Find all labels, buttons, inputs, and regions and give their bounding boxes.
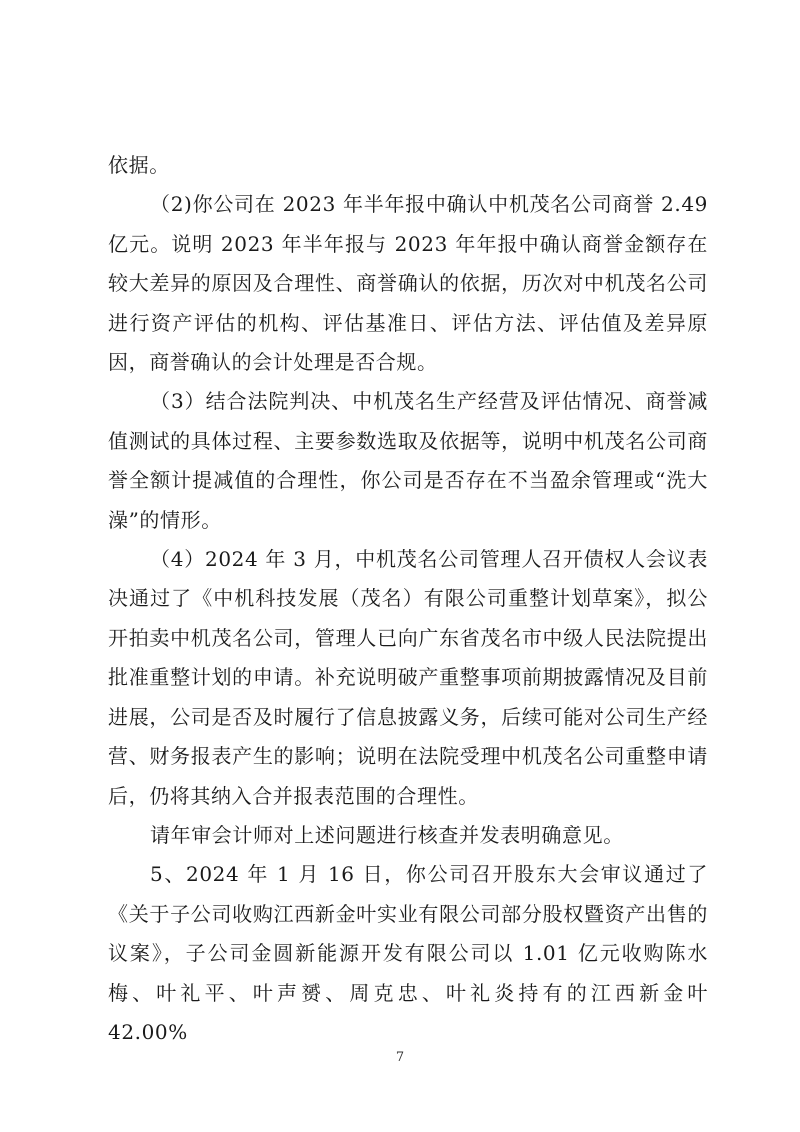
paragraph-item-3: （3）结合法院判决、中机茂名生产经营及评估情况、商誉减值测试的具体过程、主要参数选取及依据等，说明中机茂名公司商誉全额计提减值的合理性，你公司是否存在不当盈余管理或“洗大澡”的情形。 — [108, 389, 708, 532]
paragraph-auditor-request: 请年审会计师对上述问题进行核查并发表明确意见。 — [150, 822, 624, 847]
paragraph-item-2: （2)你公司在 2023 年半年报中确认中机茂名公司商誉 2.49 亿元。说明 2023 年半年报与 2023 年年报中确认商誉金额存在较大差异的原因及合理性、商誉确认的依据，历次对中机茂名公司进行资产评估的机构、评估基准日、评估方法、评估值及差异原因，商誉确认的会计处理是否合规。 — [108, 192, 708, 375]
paragraph-item-4: （4）2024 年 3 月，中机茂名公司管理人召开债权人会议表决通过了《中机科技发展（茂名）有限公司重整计划草案》，拟公开拍卖中机茂名公司，管理人已向广东省茂名市中级人民法院提出批准重整计划的申请。补充说明破产重整事项前期披露情况及目前进展，公司是否及时履行了信息披露义务，后续可能对公司生产经营、财务报表产生的影响；说明在法院受理中机茂名公司重整申请后，仍将其纳入合并报表范围的合理性。 — [108, 547, 708, 808]
document-body — [108, 146, 708, 1052]
paragraph-question-5: 5、2024 年 1 月 16 日，你公司召开股东大会审议通过了《关于子公司收购江西新金叶实业有限公司部分股权暨资产出售的议案》，子公司金圆新能源开发有限公司以 1.01 亿元收购陈水梅、叶礼平、叶声赟、周克忠、叶礼炎持有的江西新金叶 42.00% — [108, 862, 708, 1044]
paragraph-continuation: 依据。 — [108, 153, 170, 177]
page-number: 7 — [395, 1050, 405, 1065]
